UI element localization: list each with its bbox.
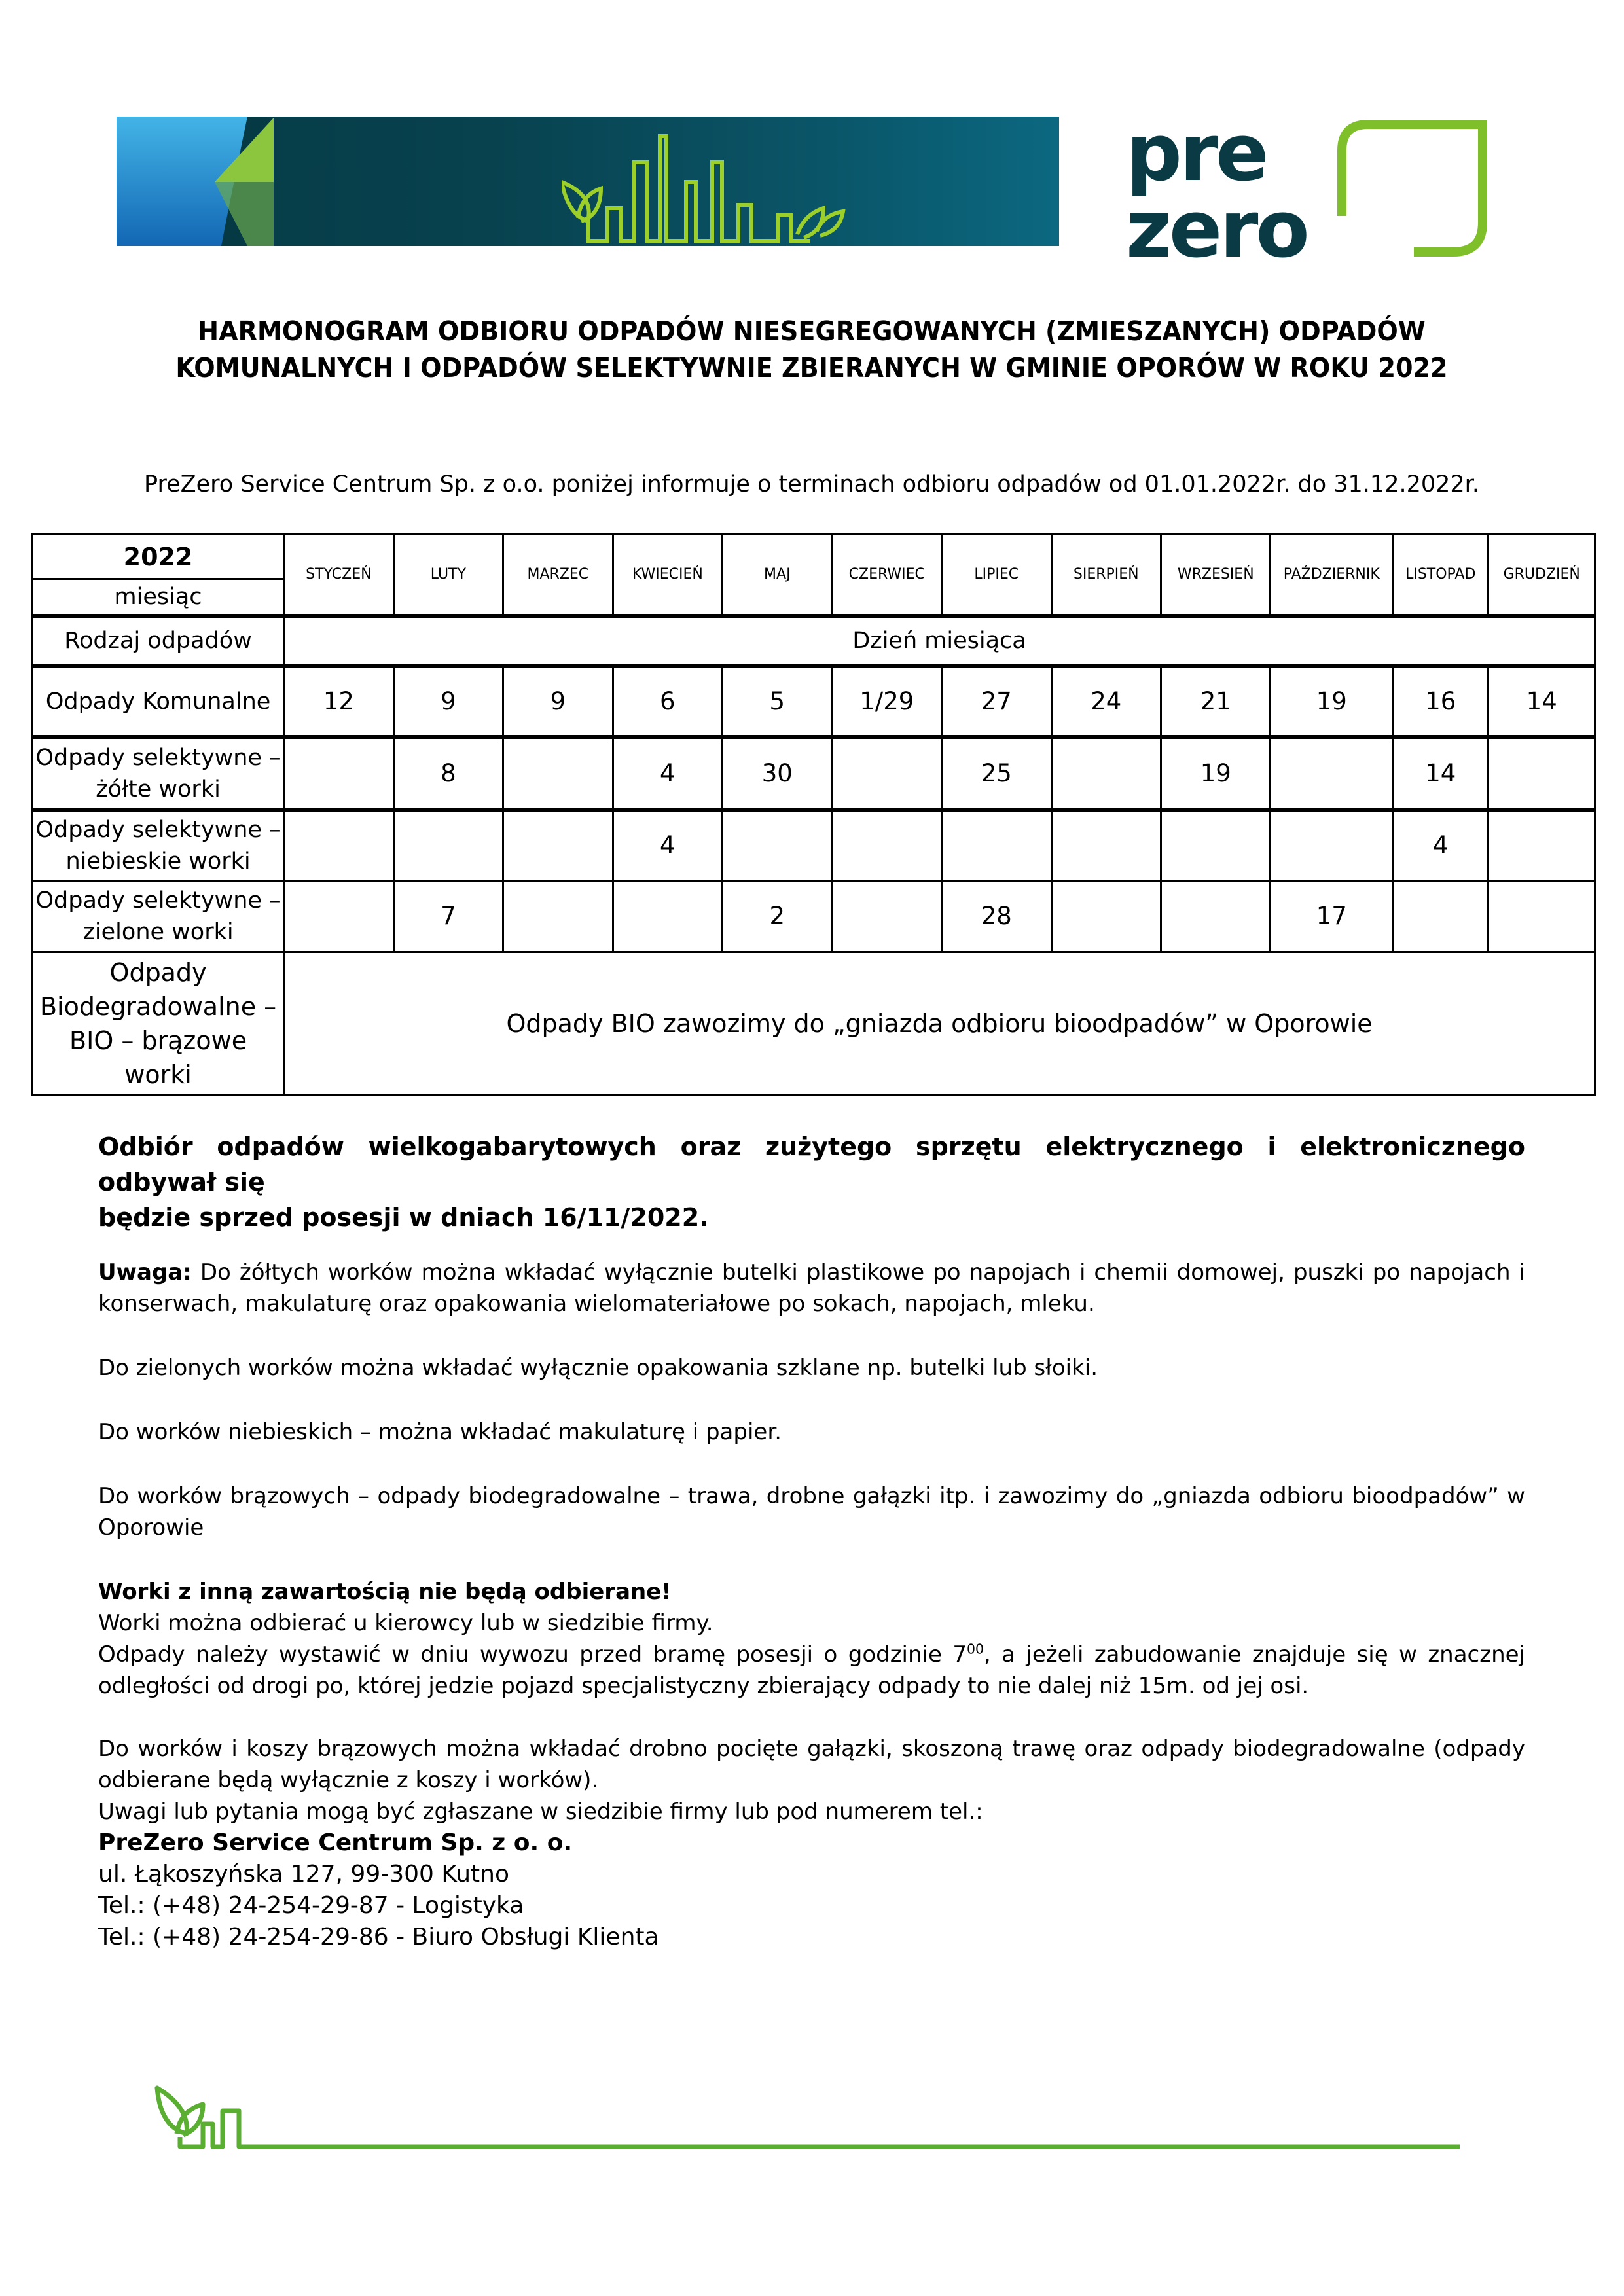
day-cell <box>1051 881 1161 952</box>
row-label-line: niebieskie worki <box>65 848 251 874</box>
day-cell: 9 <box>393 666 503 738</box>
setout-time-superscript: 00 <box>966 1641 984 1657</box>
month-label: miesiąc <box>33 579 284 616</box>
intro-text: PreZero Service Centrum Sp. z o.o. poniżej informuje o terminach odbioru odpadów od 01.01.2022r. do 31.12.2022r. <box>144 471 1479 497</box>
row-label <box>33 810 284 881</box>
day-cell <box>1271 737 1393 810</box>
uwaga-label: Uwaga: <box>98 1259 192 1285</box>
month-header: GRUDZIEŃ <box>1489 535 1595 617</box>
day-cell: 27 <box>942 666 1051 738</box>
row-label-line: worki <box>124 1060 192 1089</box>
logo-text-zero: zero <box>1126 185 1307 262</box>
day-cell: 14 <box>1393 737 1489 810</box>
day-cell: 6 <box>613 666 722 738</box>
day-cell <box>1489 737 1595 810</box>
day-cell: 2 <box>723 881 832 952</box>
table-row-komunalne <box>33 666 1595 738</box>
day-cell: 9 <box>503 666 613 738</box>
month-header: LISTOPAD <box>1393 535 1489 617</box>
month-header: KWIECIEŃ <box>613 535 722 617</box>
day-cell: 28 <box>942 881 1051 952</box>
document-title <box>148 313 1475 386</box>
note-green-bags: Do zielonych worków można wkładać wyłącznie opakowania szklane np. butelki lub słoiki. <box>98 1355 1098 1381</box>
row-label: Odpady Komunalne <box>33 666 284 738</box>
city-skyline-icon <box>562 117 909 246</box>
day-cell: 16 <box>1393 666 1489 738</box>
footer-leaf-city-icon <box>151 2081 1486 2153</box>
setout-text <box>98 1639 1525 1702</box>
day-cell: 8 <box>393 737 503 810</box>
contact-phone-logistics[interactable]: Tel.: (+48) 24-254-29-87 - Logistyka <box>98 1892 524 1919</box>
row-label-line: zielone worki <box>82 918 234 945</box>
row-label-line: Biodegradowalne – <box>39 992 277 1021</box>
month-header: WRZESIEŃ <box>1161 535 1271 617</box>
month-header: MAJ <box>723 535 832 617</box>
title-line-1: HARMONOGRAM ODBIORU ODPADÓW NIESEGREGOWANYCH (ZMIESZANYCH) ODPADÓW <box>198 315 1426 347</box>
day-cell <box>1393 881 1489 952</box>
day-cell: 19 <box>1161 737 1271 810</box>
day-cell <box>503 737 613 810</box>
day-cell <box>832 737 941 810</box>
row-label-line: Odpady <box>109 958 207 987</box>
prezero-logo <box>1126 111 1492 262</box>
day-cell: 17 <box>1271 881 1393 952</box>
day-cell: 4 <box>613 810 722 881</box>
month-header: LIPIEC <box>942 535 1051 617</box>
day-cell <box>832 810 941 881</box>
month-header: SIERPIEŃ <box>1051 535 1161 617</box>
year-cell: 2022 <box>33 535 284 579</box>
day-cell <box>613 881 722 952</box>
brown-bins-text: Do worków i koszy brązowych można wkładać drobno pocięte gałązki, skoszoną trawę oraz odpady biodegradowalne (odpady odbierane będą wyłącznie z koszy i worków). <box>98 1736 1525 1793</box>
row-label <box>33 881 284 952</box>
day-cell: 21 <box>1161 666 1271 738</box>
note-brown-bags: Do worków brązowych – odpady biodegradowalne – trawa, drobne gałązki itp. i zawozimy do „gniazda odbioru bioodpadów” w Oporowie <box>98 1483 1525 1541</box>
day-cell <box>1161 881 1271 952</box>
row-label <box>33 737 284 810</box>
month-header: STYCZEŃ <box>284 535 393 617</box>
table-row-green-bags <box>33 881 1595 952</box>
day-cell: 4 <box>613 737 722 810</box>
month-header: LUTY <box>393 535 503 617</box>
row-label-line: Odpady selektywne – <box>35 816 281 843</box>
note-blue-bags: Do worków niebieskich – można wkładać makulaturę i papier. <box>98 1419 782 1445</box>
warning-text: Worki z inną zawartością nie będą odbierane! <box>98 1579 672 1605</box>
day-cell: 24 <box>1051 666 1161 738</box>
day-cell <box>284 810 393 881</box>
day-cell <box>1271 810 1393 881</box>
day-cell: 1/29 <box>832 666 941 738</box>
day-cell <box>503 881 613 952</box>
row-label <box>33 952 284 1095</box>
logo-text-pre: pre <box>1126 111 1267 199</box>
bags-pickup-text: Worki można odbierać u kierowcy lub w siedzibie firmy. <box>98 1610 713 1636</box>
day-cell <box>832 881 941 952</box>
bulky-waste-notice <box>98 1129 1525 1235</box>
day-cell <box>1051 737 1161 810</box>
row-label-line: BIO – brązowe <box>69 1026 247 1055</box>
day-cell <box>942 810 1051 881</box>
day-cell <box>1489 810 1595 881</box>
questions-text: Uwagi lub pytania mogą być zgłaszane w siedzibie firmy lub pod numerem tel.: <box>98 1799 983 1825</box>
row-label-line: żółte worki <box>96 776 221 802</box>
collection-schedule-table <box>31 533 1596 1096</box>
bulky-line-1: Odbiór odpadów wielkogabarytowych oraz zużytego sprzętu elektrycznego i elektronicznego odbywał się <box>98 1132 1525 1196</box>
bulky-line-2: będzie sprzed posesji w dniach 16/11/2022. <box>98 1203 709 1232</box>
contact-address: ul. Łąkoszyńska 127, 99-300 Kutno <box>98 1861 509 1888</box>
waste-type-label: Rodzaj odpadów <box>33 616 284 666</box>
setout-part-1: Odpady należy wystawić w dniu wywozu przed bramę posesji o godzinie 7 <box>98 1641 967 1668</box>
day-cell <box>1161 810 1271 881</box>
contact-company: PreZero Service Centrum Sp. z o. o. <box>98 1829 573 1856</box>
day-cell: 5 <box>723 666 832 738</box>
month-header: PAŹDZIERNIK <box>1271 535 1393 617</box>
day-cell: 19 <box>1271 666 1393 738</box>
day-cell <box>393 810 503 881</box>
day-cell <box>723 810 832 881</box>
month-header: CZERWIEC <box>832 535 941 617</box>
row-label-line: Odpady selektywne – <box>35 887 281 914</box>
table-row-yellow-bags <box>33 737 1595 810</box>
day-cell <box>1051 810 1161 881</box>
day-cell: 4 <box>1393 810 1489 881</box>
bio-note: Odpady BIO zawozimy do „gniazda odbioru bioodpadów” w Oporowie <box>284 952 1595 1095</box>
day-cell <box>284 737 393 810</box>
row-label-line: Odpady selektywne – <box>35 744 281 771</box>
header-row-year <box>33 535 1595 579</box>
month-header: MARZEC <box>503 535 613 617</box>
table-row-bio <box>33 952 1595 1095</box>
contact-phone-customer-service[interactable]: Tel.: (+48) 24-254-29-86 - Biuro Obsługi Klienta <box>98 1924 659 1950</box>
day-cell: 25 <box>942 737 1051 810</box>
note-text: Do żółtych worków można wkładać wyłącznie butelki plastikowe po napojach i chemii domowej, puszki po napojach i konserwach, makulaturę oraz opakowania wielomateriałowe po sokach, napojach, mleku. <box>98 1259 1525 1317</box>
note-yellow-bags <box>98 1257 1525 1319</box>
day-cell: 7 <box>393 881 503 952</box>
day-cell: 14 <box>1489 666 1595 738</box>
setout-part-2: , a jeżeli zabudowanie znajduje się w znacznej odległości od drogi po, której jedzie pojazd specjalistyczny zbierający odpady to nie dalej niż 15m. od jej osi. <box>98 1641 1525 1699</box>
header-row-waste-type <box>33 616 1595 666</box>
header-banner <box>117 117 1059 246</box>
day-of-month-label: Dzień miesiąca <box>284 616 1595 666</box>
day-cell: 12 <box>284 666 393 738</box>
title-line-2: KOMUNALNYCH I ODPADÓW SELEKTYWNIE ZBIERANYCH W GMINIE OPORÓW W ROKU 2022 <box>175 352 1448 384</box>
day-cell <box>284 881 393 952</box>
banner-corner-graphic <box>117 117 274 246</box>
day-cell: 30 <box>723 737 832 810</box>
day-cell <box>503 810 613 881</box>
day-cell <box>1489 881 1595 952</box>
table-row-blue-bags <box>33 810 1595 881</box>
